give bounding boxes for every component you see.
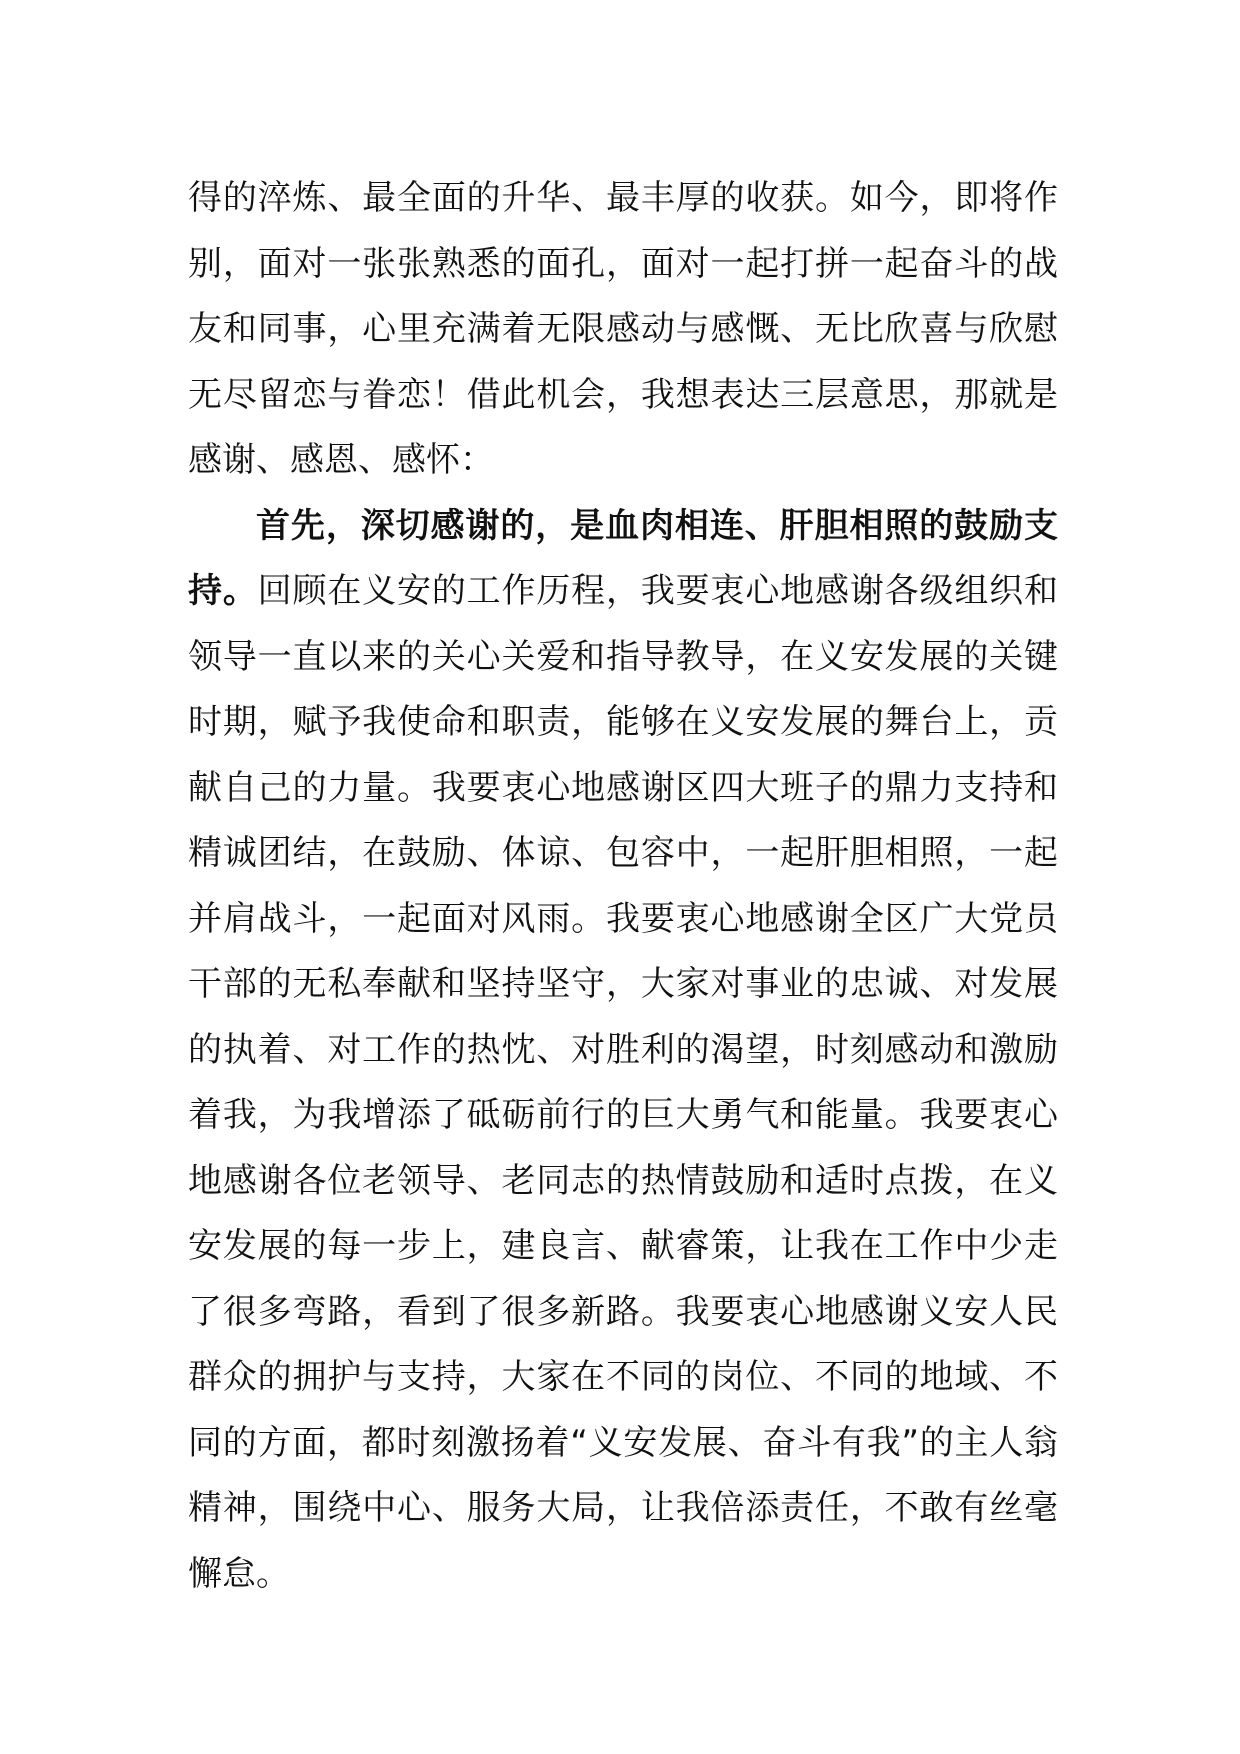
paragraph-continued (188, 166, 1058, 494)
paragraph-text: 回顾在义安的工作历程，我要衷心地感谢各级组织和领导一直以来的关心关爱和指导教导，在义安发展的关键时期，赋予我使命和职责，能够在义安发展的舞台上，贡献自己的力量。我要衷心地感谢区四大班子的鼎力支持和精诚团结，在鼓励、体谅、包容中，一起肝胆相照，一起并肩战斗，一起面对风雨。我要衷心地感谢全区广大党员干部的无私奉献和坚持坚守，大家对事业的忠诚、对发展的执着、对工作的热忱、对胜利的渴望，时刻感动和激励着我，为我增添了砥砺前行的巨大勇气和能量。我要衷心地感谢各位老领导、老同志的热情鼓励和适时点拨，在义安发展的每一步上，建良言、献睿策，让我在工作中少走了很多弯路，看到了很多新路。我要衷心地感谢义安人民群众的拥护与支持，大家在不同的岗位、不同的地域、不同的方面，都时刻激扬着“义安发展、奋斗有我”的主人翁精神，围绕中心、服务大局，让我倍添责任，不敢有丝毫懈怠。 (188, 571, 1059, 1594)
paragraph-lead-heading: 首先，深切感谢的，是血肉相连、肝胆相照的鼓励支持。 (188, 505, 1058, 611)
paragraph-text: 得的淬炼、最全面的升华、最丰厚的收获。如今，即将作别，面对一张张熟悉的面孔，面对一起打拼一起奋斗的战友和同事，心里充满着无限感动与感慨、无比欣喜与欣慰无尽留恋与眷恋！借此机会，我想表达三层意思，那就是感谢、感恩、感怀： (188, 178, 1058, 480)
document-body (188, 166, 1058, 1607)
paragraph-gratitude (188, 494, 1058, 1608)
